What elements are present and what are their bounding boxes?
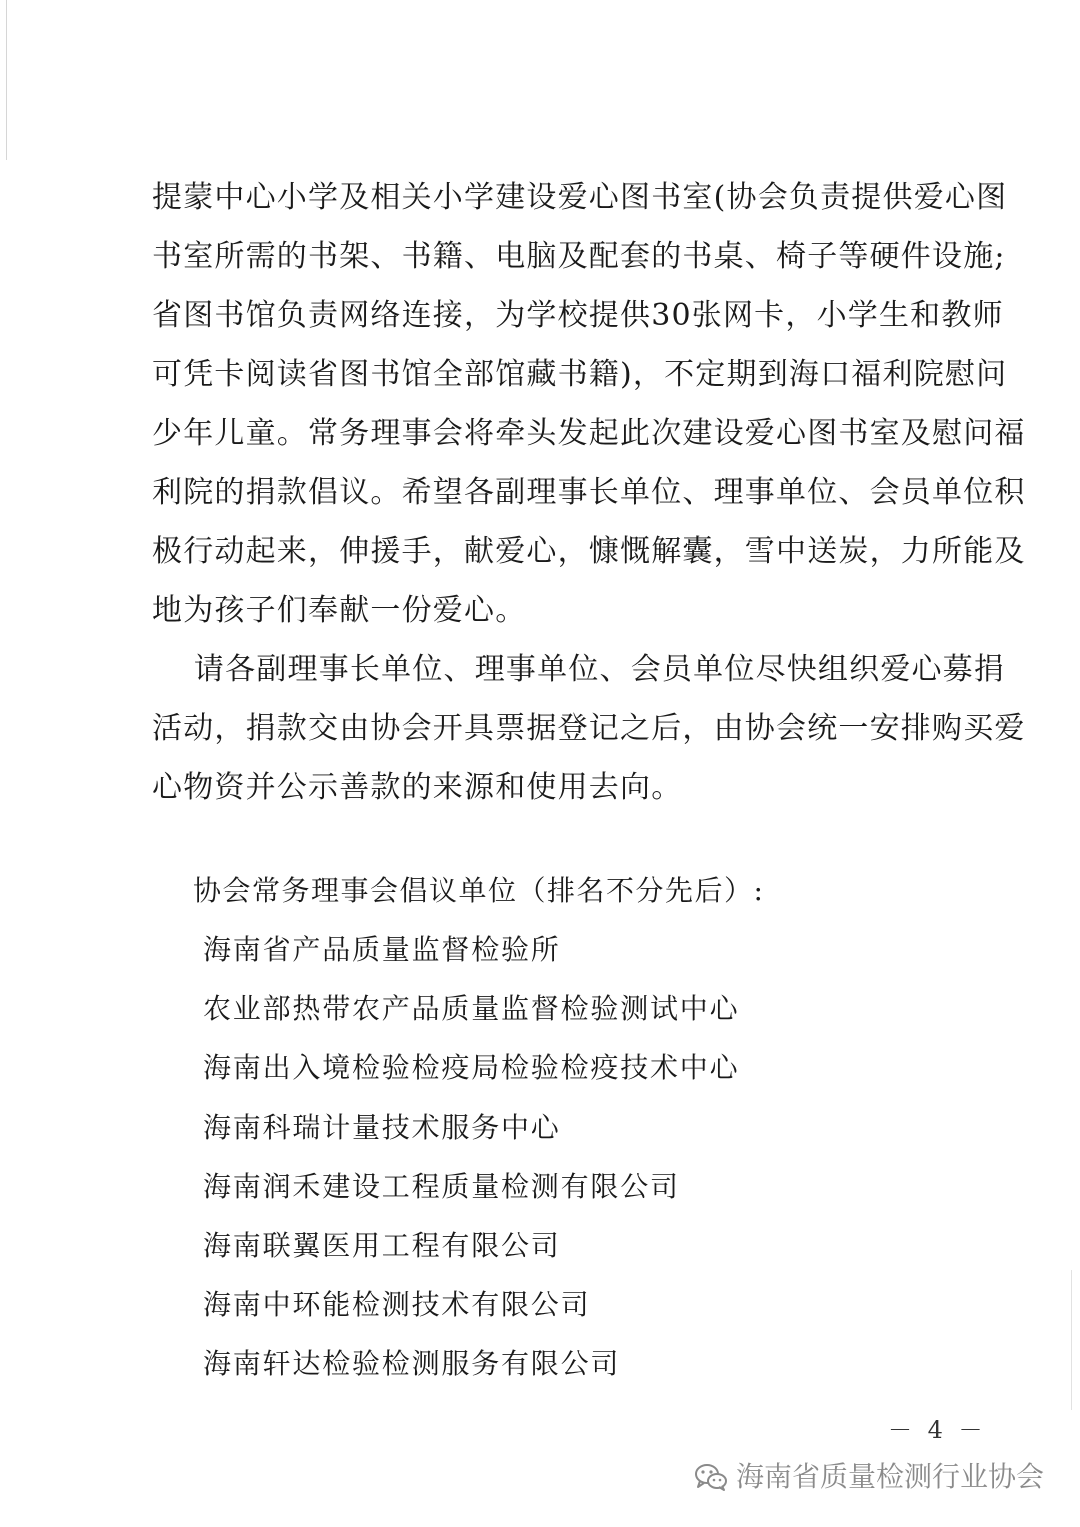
org-list-item: 海南润禾建设工程质量检测有限公司 — [203, 1169, 680, 1203]
page-number: － 4 － — [888, 1416, 987, 1444]
wechat-icon — [694, 1462, 728, 1492]
scan-edge-line — [6, 0, 7, 160]
body-line: 极行动起来，伸援手，献爱心，慷慨解囊，雪中送炭，力所能及 — [152, 534, 1026, 569]
body-line: 地为孩子们奉献一份爱心。 — [152, 593, 527, 628]
org-list-item: 海南省产品质量监督检验所 — [203, 933, 561, 966]
body-line: 省图书馆负责网络连接，为学校提供30张网卡，小学生和教师 — [152, 298, 1004, 333]
initiator-list-title: 协会常务理事会倡议单位（排名不分先后）: — [193, 874, 765, 907]
scan-edge-line-right — [1071, 1270, 1072, 1410]
org-list-item: 海南中环能检测技术有限公司 — [203, 1288, 591, 1322]
body-paragraphs — [152, 168, 1026, 817]
body-line: 书室所需的书架、书籍、电脑及配套的书桌、椅子等硬件设施; — [152, 239, 1006, 274]
org-list-item: 农业部热带农产品质量监督检验测试中心 — [203, 992, 740, 1026]
body-line: 少年儿童。常务理事会将牵头发起此次建设爱心图书室及慰问福 — [152, 416, 1026, 451]
initiator-org-list — [203, 925, 739, 1399]
org-list-item: 海南出入境检验检疫局检验检疫技术中心 — [203, 1051, 740, 1085]
body-line: 利院的捐款倡议。希望各副理事长单位、理事单位、会员单位积 — [152, 475, 1026, 510]
watermark-text: 海南省质量检测行业协会 — [735, 1460, 1044, 1493]
body-line: 活动，捐款交由协会开具票据登记之后，由协会统一安排购买爱 — [152, 711, 1026, 746]
body-line: 可凭卡阅读省图书馆全部馆藏书籍)，不定期到海口福利院慰问 — [152, 357, 1008, 392]
org-list-item: 海南科瑞计量技术服务中心 — [203, 1110, 561, 1144]
body-line: 心物资并公示善款的来源和使用去向。 — [152, 770, 683, 805]
body-line: 请各副理事长单位、理事单位、会员单位尽快组织爱心募捐 — [152, 652, 1006, 687]
wechat-account-watermark — [694, 1457, 1044, 1497]
body-line: 提蒙中心小学及相关小学建设爱心图书室(协会负责提供爱心图 — [152, 180, 1008, 215]
org-list-item: 海南联翼医用工程有限公司 — [203, 1228, 561, 1262]
org-list-item: 海南轩达检验检测服务有限公司 — [203, 1347, 621, 1381]
